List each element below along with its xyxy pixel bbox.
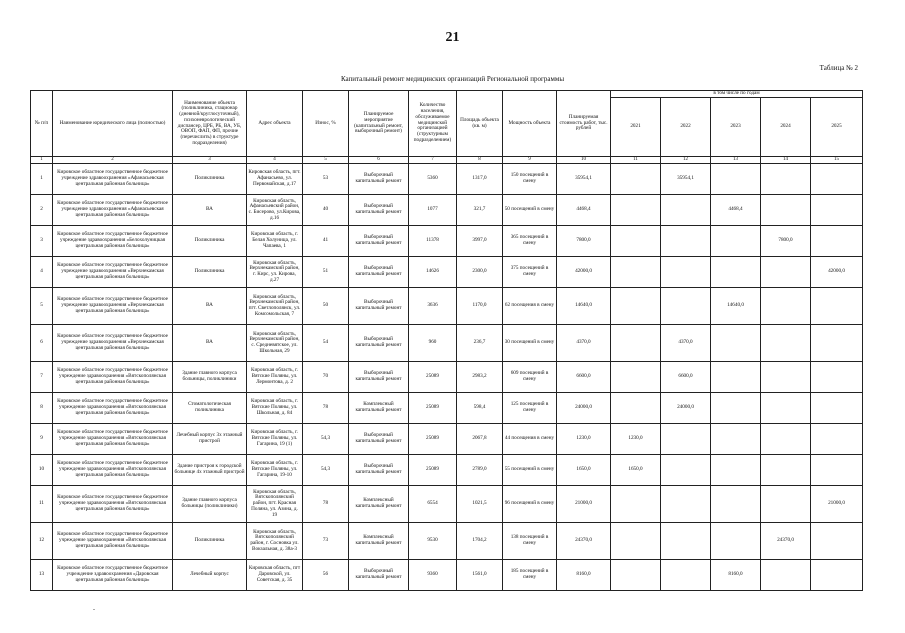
header-capacity: Мощность объекта (503, 91, 557, 157)
capacity: 185 посещений в смену (503, 560, 557, 591)
column-number: 10 (557, 157, 611, 164)
row-number: 8 (31, 393, 53, 424)
cost-2023: 8160,0 (711, 560, 761, 591)
object-address: Кировская область, г. Белая Холуница, ул. Чапаева, 1 (247, 226, 303, 257)
cost-2023 (711, 164, 761, 195)
object-name: ВА (173, 325, 247, 362)
object-name: ВА (173, 195, 247, 226)
repair-type: Выборочный капитальный ремонт (349, 560, 409, 591)
organization-name: Кировское областное государственное бюджетное учреждение здравоохранения «Верхнекамская центральная районная больница» (53, 288, 173, 325)
cost-2023 (711, 523, 761, 560)
area: 1704,2 (457, 523, 503, 560)
area: 2789,0 (457, 455, 503, 486)
area: 2983,2 (457, 362, 503, 393)
object-name: Здание главного корпуса больницы, поликлиники (173, 362, 247, 393)
repair-type: Выборочный капитальный ремонт (349, 362, 409, 393)
object-name: Поликлиника (173, 226, 247, 257)
cost-2022 (661, 257, 711, 288)
wear-percent: 73 (303, 523, 349, 560)
planned-cost: 42000,0 (557, 257, 611, 288)
column-number: 12 (661, 157, 711, 164)
header-num: № п/п (31, 91, 53, 157)
row-number: 12 (31, 523, 53, 560)
header-repair-type: Планируемое мероприятие (капитальный ремонт, выборочный ремонт) (349, 91, 409, 157)
page-number: 21 (445, 30, 460, 45)
cost-2025 (811, 393, 863, 424)
object-address: Кировская область, г. Вятские Поляны, ул. Гагарина, 19-10 (247, 455, 303, 486)
population: 14626 (409, 257, 457, 288)
cost-2021 (611, 288, 661, 325)
column-number: 7 (409, 157, 457, 164)
cost-2025 (811, 325, 863, 362)
cost-2024 (761, 424, 811, 455)
cost-2023 (711, 362, 761, 393)
row-number: 5 (31, 288, 53, 325)
column-number-row (31, 157, 863, 164)
repair-type: Выборочный капитальный ремонт (349, 226, 409, 257)
cost-2023 (711, 486, 761, 523)
repair-type: Комплексный капитальный ремонт (349, 486, 409, 523)
cost-2024 (761, 486, 811, 523)
repair-type: Комплексный капитальный ремонт (349, 393, 409, 424)
cost-2024 (761, 288, 811, 325)
cost-2023 (711, 257, 761, 288)
column-number: 15 (811, 157, 863, 164)
cost-2024 (761, 195, 811, 226)
population: 960 (409, 325, 457, 362)
capacity: 50 посещений в смену (503, 195, 557, 226)
cost-2022: 6600,0 (661, 362, 711, 393)
cost-2021 (611, 164, 661, 195)
area: 236,7 (457, 325, 503, 362)
cost-2022 (661, 424, 711, 455)
column-number: 5 (303, 157, 349, 164)
capacity: 62 посещения в смену (503, 288, 557, 325)
wear-percent: 53 (303, 164, 349, 195)
planned-cost: 6600,0 (557, 362, 611, 393)
header-year: 2022 (661, 98, 711, 157)
population: 25089 (409, 424, 457, 455)
object-address: Кировская область, Афанасьевский район, с. Бисерово, ул.Кирова, д.16 (247, 195, 303, 226)
object-address: Кировская область, пгт Даровской, ул. Советская, д. 35 (247, 560, 303, 591)
cost-2024 (761, 455, 811, 486)
cost-2021: 1650,0 (611, 455, 661, 486)
planned-cost: 7800,0 (557, 226, 611, 257)
wear-percent: 40 (303, 195, 349, 226)
header-object: Наименование объекта (поликлиника, стационар (дневной/круглосуточный), психоневрологический диспансер, ЦРБ, РБ, ВА, УБ, ОВОП, ФАП, ФП, прочие (перечислить) в структуре подразделения) (173, 91, 247, 157)
cost-2021: 1230,0 (611, 424, 661, 455)
cost-2022 (661, 455, 711, 486)
area: 321,7 (457, 195, 503, 226)
planned-cost: 1230,0 (557, 424, 611, 455)
table-row (31, 288, 863, 325)
cost-2021 (611, 560, 661, 591)
population: 6554 (409, 486, 457, 523)
object-name: Поликлиника (173, 164, 247, 195)
cost-2021 (611, 393, 661, 424)
cost-2025: 42000,0 (811, 257, 863, 288)
organization-name: Кировское областное государственное бюджетное учреждение здравоохранения «Вятскополянская центральная районная больница» (53, 523, 173, 560)
row-number: 10 (31, 455, 53, 486)
table-row (31, 325, 863, 362)
column-number: 11 (611, 157, 661, 164)
wear-percent: 70 (303, 362, 349, 393)
population: 25089 (409, 393, 457, 424)
organization-name: Кировское областное государственное бюджетное учреждение здравоохранения «Афанасьевская центральная районная больница» (53, 164, 173, 195)
area: 1170,0 (457, 288, 503, 325)
cost-2022 (661, 226, 711, 257)
cost-2021 (611, 226, 661, 257)
cost-2022 (661, 195, 711, 226)
cost-2022: 35954,1 (661, 164, 711, 195)
column-number: 6 (349, 157, 409, 164)
table-row (31, 486, 863, 523)
wear-percent: 56 (303, 560, 349, 591)
population: 9360 (409, 560, 457, 591)
planned-cost: 4370,0 (557, 325, 611, 362)
object-name: Лечебный корпус 3х этажный пристрой (173, 424, 247, 455)
area: 2067,8 (457, 424, 503, 455)
cost-2025 (811, 195, 863, 226)
cost-2022 (661, 523, 711, 560)
object-address: Кировская область, пгт. Афанасьево, ул. Первомайская, д.17 (247, 164, 303, 195)
table-row (31, 226, 863, 257)
cost-2023: 4468,4 (711, 195, 761, 226)
repair-type: Выборочный капитальный ремонт (349, 164, 409, 195)
row-number: 1 (31, 164, 53, 195)
object-name: Поликлиника (173, 523, 247, 560)
header-wear: Износ, % (303, 91, 349, 157)
wear-percent: 41 (303, 226, 349, 257)
repair-type: Комплексный капитальный ремонт (349, 523, 409, 560)
cost-2024: 24370,0 (761, 523, 811, 560)
wear-percent: 54,3 (303, 455, 349, 486)
planned-cost: 8160,0 (557, 560, 611, 591)
capacity: 609 посещений в смену (503, 362, 557, 393)
cost-2025: 21000,0 (811, 486, 863, 523)
capacity: 375 посещений в смену (503, 257, 557, 288)
area: 2300,0 (457, 257, 503, 288)
capacity: 365 посещений в смену (503, 226, 557, 257)
cost-2022 (661, 288, 711, 325)
planned-cost: 24370,0 (557, 523, 611, 560)
row-number: 6 (31, 325, 53, 362)
header-years-group: в том числе по годам (611, 91, 863, 98)
cost-2025 (811, 523, 863, 560)
repair-type: Выборочный капитальный ремонт (349, 325, 409, 362)
column-number: 1 (31, 157, 53, 164)
header-year: 2021 (611, 98, 661, 157)
object-address: Кировская область, Вятскополянский район, пгт. Красная Поляна, ул. Азина, д. 19 (247, 486, 303, 523)
capacity: 138 посещений в смену (503, 523, 557, 560)
cost-2023 (711, 424, 761, 455)
object-address: Кировская область, г. Вятские Поляны, ул. Школьная, д. 84 (247, 393, 303, 424)
repair-type: Выборочный капитальный ремонт (349, 257, 409, 288)
area: 598,4 (457, 393, 503, 424)
cost-2022: 24000,0 (661, 393, 711, 424)
object-name: Стоматологическая поликлиника (173, 393, 247, 424)
table-row (31, 560, 863, 591)
cost-2021 (611, 523, 661, 560)
row-number: 4 (31, 257, 53, 288)
row-number: 3 (31, 226, 53, 257)
planned-cost: 21000,0 (557, 486, 611, 523)
object-address: Кировская область, Верхнекамский район, с. Средневятское, ул. Школьная, 29 (247, 325, 303, 362)
cost-2025 (811, 226, 863, 257)
row-number: 11 (31, 486, 53, 523)
cost-2025 (811, 362, 863, 393)
organization-name: Кировское областное государственное бюджетное учреждение здравоохранения «Вятскополянская центральная районная больница» (53, 393, 173, 424)
wear-percent: 54,3 (303, 424, 349, 455)
capacity: 96 посещений в смену (503, 486, 557, 523)
population: 9530 (409, 523, 457, 560)
cost-2024 (761, 325, 811, 362)
header-year: 2024 (761, 98, 811, 157)
cost-2025 (811, 424, 863, 455)
area: 1021,5 (457, 486, 503, 523)
cost-2021 (611, 325, 661, 362)
cost-2024 (761, 393, 811, 424)
cost-2021 (611, 486, 661, 523)
cost-2023 (711, 455, 761, 486)
column-number: 8 (457, 157, 503, 164)
column-number: 13 (711, 157, 761, 164)
planned-cost: 14640,0 (557, 288, 611, 325)
capacity: 44 посещения в смену (503, 424, 557, 455)
planned-cost: 1650,0 (557, 455, 611, 486)
repair-type: Выборочный капитальный ремонт (349, 424, 409, 455)
organization-name: Кировское областное государственное бюджетное учреждение здравоохранения «Вятскополянская центральная районная больница» (53, 362, 173, 393)
object-name: Здание главного корпуса больницы (поликлиники) (173, 486, 247, 523)
cost-2021 (611, 257, 661, 288)
table-row (31, 424, 863, 455)
object-name: Лечебный корпус (173, 560, 247, 591)
population: 25089 (409, 362, 457, 393)
row-number: 7 (31, 362, 53, 393)
organization-name: Кировское областное государственное бюджетное учреждение здравоохранения «Даровская центральная районная больница» (53, 560, 173, 591)
organization-name: Кировское областное государственное бюджетное учреждение здравоохранения «Вятскополянская центральная районная больница» (53, 424, 173, 455)
cost-2023 (711, 325, 761, 362)
organization-name: Кировское областное государственное бюджетное учреждение здравоохранения «Вятскополянская центральная районная больница» (53, 486, 173, 523)
wear-percent: 78 (303, 486, 349, 523)
population: 11378 (409, 226, 457, 257)
row-number: 2 (31, 195, 53, 226)
population: 3636 (409, 288, 457, 325)
repair-type: Выборочный капитальный ремонт (349, 455, 409, 486)
population: 1077 (409, 195, 457, 226)
capacity: 55 посещений в смену (503, 455, 557, 486)
header-address: Адрес объекта (247, 91, 303, 157)
organization-name: Кировское областное государственное бюджетное учреждение здравоохранения «Афанасьевская центральная районная больница» (53, 195, 173, 226)
wear-percent: 50 (303, 288, 349, 325)
cost-2025 (811, 164, 863, 195)
object-address: Кировская область, Верхнекамский район, г. Кирс, ул. Кирова, д.27 (247, 257, 303, 288)
table-label: Таблица № 2 (819, 64, 858, 72)
cost-2022 (661, 560, 711, 591)
capacity: 30 посещений в смену (503, 325, 557, 362)
cost-2024 (761, 362, 811, 393)
organization-name: Кировское областное государственное бюджетное учреждение здравоохранения «Вятскополянская центральная районная больница» (53, 455, 173, 486)
cost-2024 (761, 257, 811, 288)
organization-name: Кировское областное государственное бюджетное учреждение здравоохранения «Белохолуницкая центральная районная больница» (53, 226, 173, 257)
organization-name: Кировское областное государственное бюджетное учреждение здравоохранения «Верхнекамская центральная районная больница» (53, 325, 173, 362)
area: 3997,0 (457, 226, 503, 257)
table-row (31, 393, 863, 424)
object-address: Кировская область, г. Вятские Поляны, ул. Гагарина, 19 (1) (247, 424, 303, 455)
column-number: 2 (53, 157, 173, 164)
cost-2025 (811, 560, 863, 591)
object-address: Кировская область, г. Вятские Поляны, ул. Лермонтова, д. 2 (247, 362, 303, 393)
cost-2023 (711, 226, 761, 257)
organization-name: Кировское областное государственное бюджетное учреждение здравоохранения «Верхнекамская центральная районная больница» (53, 257, 173, 288)
row-number: 13 (31, 560, 53, 591)
wear-percent: 54 (303, 325, 349, 362)
column-number: 4 (247, 157, 303, 164)
cost-2022 (661, 486, 711, 523)
repair-type: Выборочный капитальный ремонт (349, 195, 409, 226)
capacity: 125 посещений в смену (503, 393, 557, 424)
area: 1317,0 (457, 164, 503, 195)
cost-2023 (711, 393, 761, 424)
table-row (31, 455, 863, 486)
planned-cost: 35954,1 (557, 164, 611, 195)
cost-2024 (761, 164, 811, 195)
header-year: 2023 (711, 98, 761, 157)
header-area: Площадь объекта (кв. м) (457, 91, 503, 157)
repair-table (30, 90, 863, 591)
object-name: Поликлиника (173, 257, 247, 288)
object-name: Здание пристроя к городской больнице 4х этажный пристрой (173, 455, 247, 486)
cost-2024 (761, 560, 811, 591)
header-population: Количество населения, обслуживаемое медицинской организацией (структурным подразделением) (409, 91, 457, 157)
planned-cost: 24000,0 (557, 393, 611, 424)
planned-cost: 4468,4 (557, 195, 611, 226)
document-title: Капитальный ремонт медицинских организаций Региональной программы (340, 75, 565, 83)
cost-2024: 7800,0 (761, 226, 811, 257)
cost-2022: 4370,0 (661, 325, 711, 362)
column-number: 9 (503, 157, 557, 164)
population: 5360 (409, 164, 457, 195)
cost-2021 (611, 362, 661, 393)
population: 25089 (409, 455, 457, 486)
wear-percent: 51 (303, 257, 349, 288)
cost-2025 (811, 455, 863, 486)
object-address: Кировская область, Вятскополянский район, г. Сосновка ул. Вокзальная, д. 38а-3 (247, 523, 303, 560)
repair-type: Выборочный капитальный ремонт (349, 288, 409, 325)
wear-percent: 78 (303, 393, 349, 424)
table-row (31, 523, 863, 560)
cost-2023: 14640,0 (711, 288, 761, 325)
cost-2021 (611, 195, 661, 226)
table-row (31, 164, 863, 195)
area: 1561,0 (457, 560, 503, 591)
header-name: Наименование юридического лица (полностью) (53, 91, 173, 157)
header-cost: Планируемая стоимость работ, тыс. рублей (557, 91, 611, 157)
header-year: 2025 (811, 98, 863, 157)
table-row (31, 362, 863, 393)
table-row (31, 257, 863, 288)
object-name: ВА (173, 288, 247, 325)
column-number: 14 (761, 157, 811, 164)
object-address: Кировская область, Верхнекамский район, пгт. Светлополянск, ул. Комсомольская, 7 (247, 288, 303, 325)
table-row (31, 195, 863, 226)
footer-mark: - (93, 607, 95, 613)
capacity: 150 посещений в смену (503, 164, 557, 195)
column-number: 3 (173, 157, 247, 164)
cost-2025 (811, 288, 863, 325)
row-number: 9 (31, 424, 53, 455)
